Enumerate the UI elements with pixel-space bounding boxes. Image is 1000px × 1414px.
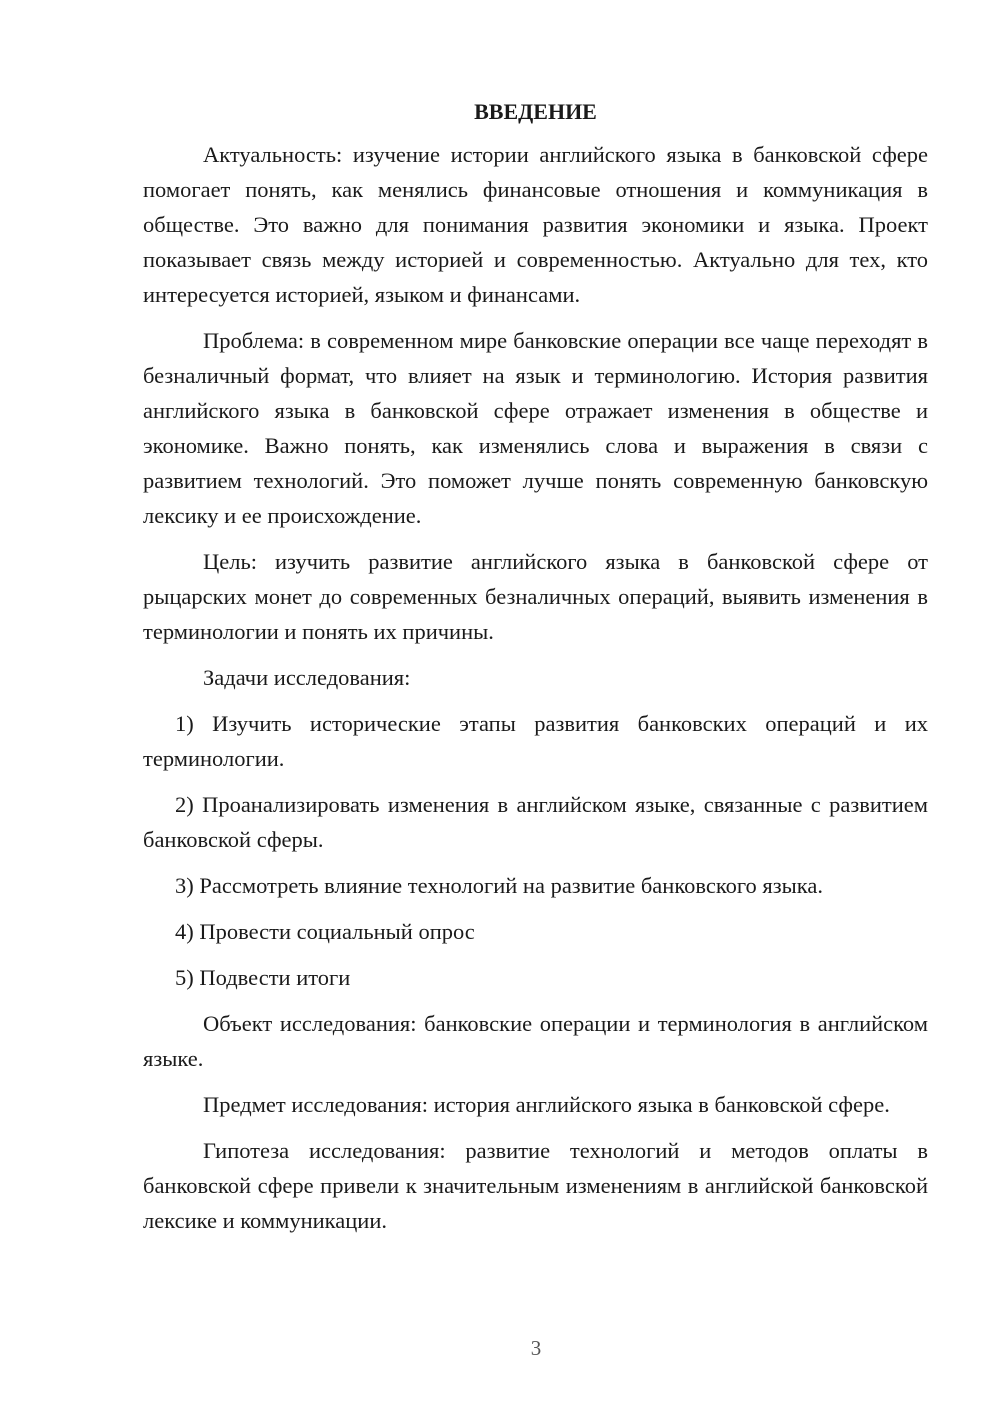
goal-paragraph: Цель: изучить развитие английского языка в банковской сфере от рыцарских монет до современных безналичных операций, выявить изменения в терминологии и понять их причины. [143,549,928,644]
object-paragraph: Объект исследования: банковские операции и терминология в английском языке. [143,1011,928,1071]
page-number: 3 [530,1336,542,1360]
task-item-1: 1) Изучить исторические этапы развития банковских операций и их терминологии. [143,711,928,771]
section-heading: ВВЕДЕНИЕ [474,99,597,124]
relevance-paragraph: Актуальность: изучение истории английского языка в банковской сфере помогает понять, как менялись финансовые отношения и коммуникация в обществе. Это важно для понимания развития экономики и языка. Проект показывает связь между историей и современностью. Актуально для тех, кто интересуется историей, языком и финансами. [143,142,928,307]
task-item-3: 3) Рассмотреть влияние технологий на развитие банковского языка. [175,873,823,898]
task-item-2: 2) Проанализировать изменения в английском языке, связанные с развитием банковской сферы. [143,792,928,852]
document-body [143,94,928,1249]
tasks-title: Задачи исследования: [203,665,411,690]
hypothesis-paragraph: Гипотеза исследования: развитие технологий и методов оплаты в банковской сфере привели к значительным изменениям в английской банковской лексике и коммуникации. [143,1138,928,1233]
problem-paragraph: Проблема: в современном мире банковские операции все чаще переходят в безналичный формат, что влияет на язык и терминологию. История развития английского языка в банковской сфере отражает изменения в обществе и экономике. Важно понять, как изменялись слова и выражения в связи с развитием технологий. Это поможет лучше понять современную банковскую лексику и ее происхождение. [143,328,928,528]
subject-paragraph: Предмет исследования: история английского языка в банковской сфере. [203,1092,890,1117]
task-item-5: 5) Подвести итоги [175,965,351,990]
task-item-4: 4) Провести социальный опрос [175,919,475,944]
